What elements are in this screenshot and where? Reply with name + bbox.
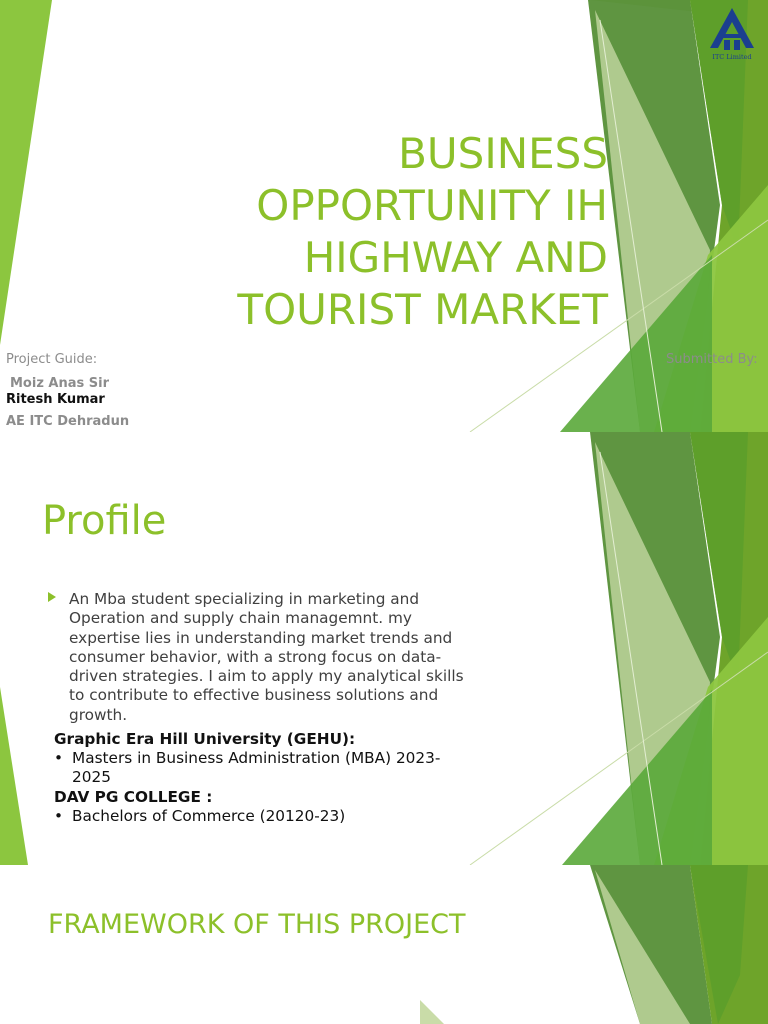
profile-slide bbox=[0, 432, 768, 865]
title-slide bbox=[0, 0, 768, 432]
education-detail: • Masters in Business Administration (MBA) 2023-2025 bbox=[54, 749, 474, 787]
education-institution: Graphic Era Hill University (GEHU): bbox=[54, 730, 356, 748]
slide-title: Profile bbox=[42, 498, 167, 544]
slide-title: BUSINESS OPPORTUNITY IH HIGHWAY AND TOURIST MARKET bbox=[237, 129, 608, 334]
guide-name: Moiz Anas Sir bbox=[10, 376, 109, 391]
education-detail: • Bachelors of Commerce (20120-23) bbox=[54, 807, 474, 826]
framework-slide bbox=[0, 865, 768, 1024]
green-facet-decoration bbox=[0, 865, 768, 1024]
logo-text: ITC Limited bbox=[712, 53, 752, 61]
student-name: Ritesh Kumar bbox=[6, 392, 105, 407]
slide-title: FRAMEWORK OF THIS PROJECT bbox=[48, 909, 466, 940]
itc-logo-icon bbox=[704, 6, 760, 62]
guide-organization: AE ITC Dehradun bbox=[6, 414, 130, 429]
education-entry bbox=[54, 788, 474, 826]
submitted-by-label: Submitted By: bbox=[666, 352, 758, 367]
education-entry bbox=[54, 730, 474, 787]
profile-summary: An Mba student specializing in marketing and Operation and supply chain managemnt. my expertise lies in understanding market trends and consumer behavior, with a strong focus on data-driven strategies. I aim to apply my analytical skills to contribute to effective business solutions and growth. bbox=[69, 590, 464, 724]
education-institution: DAV PG COLLEGE : bbox=[54, 788, 213, 806]
project-guide-label: Project Guide: bbox=[6, 352, 98, 367]
bullet-arrow-icon bbox=[48, 592, 56, 602]
